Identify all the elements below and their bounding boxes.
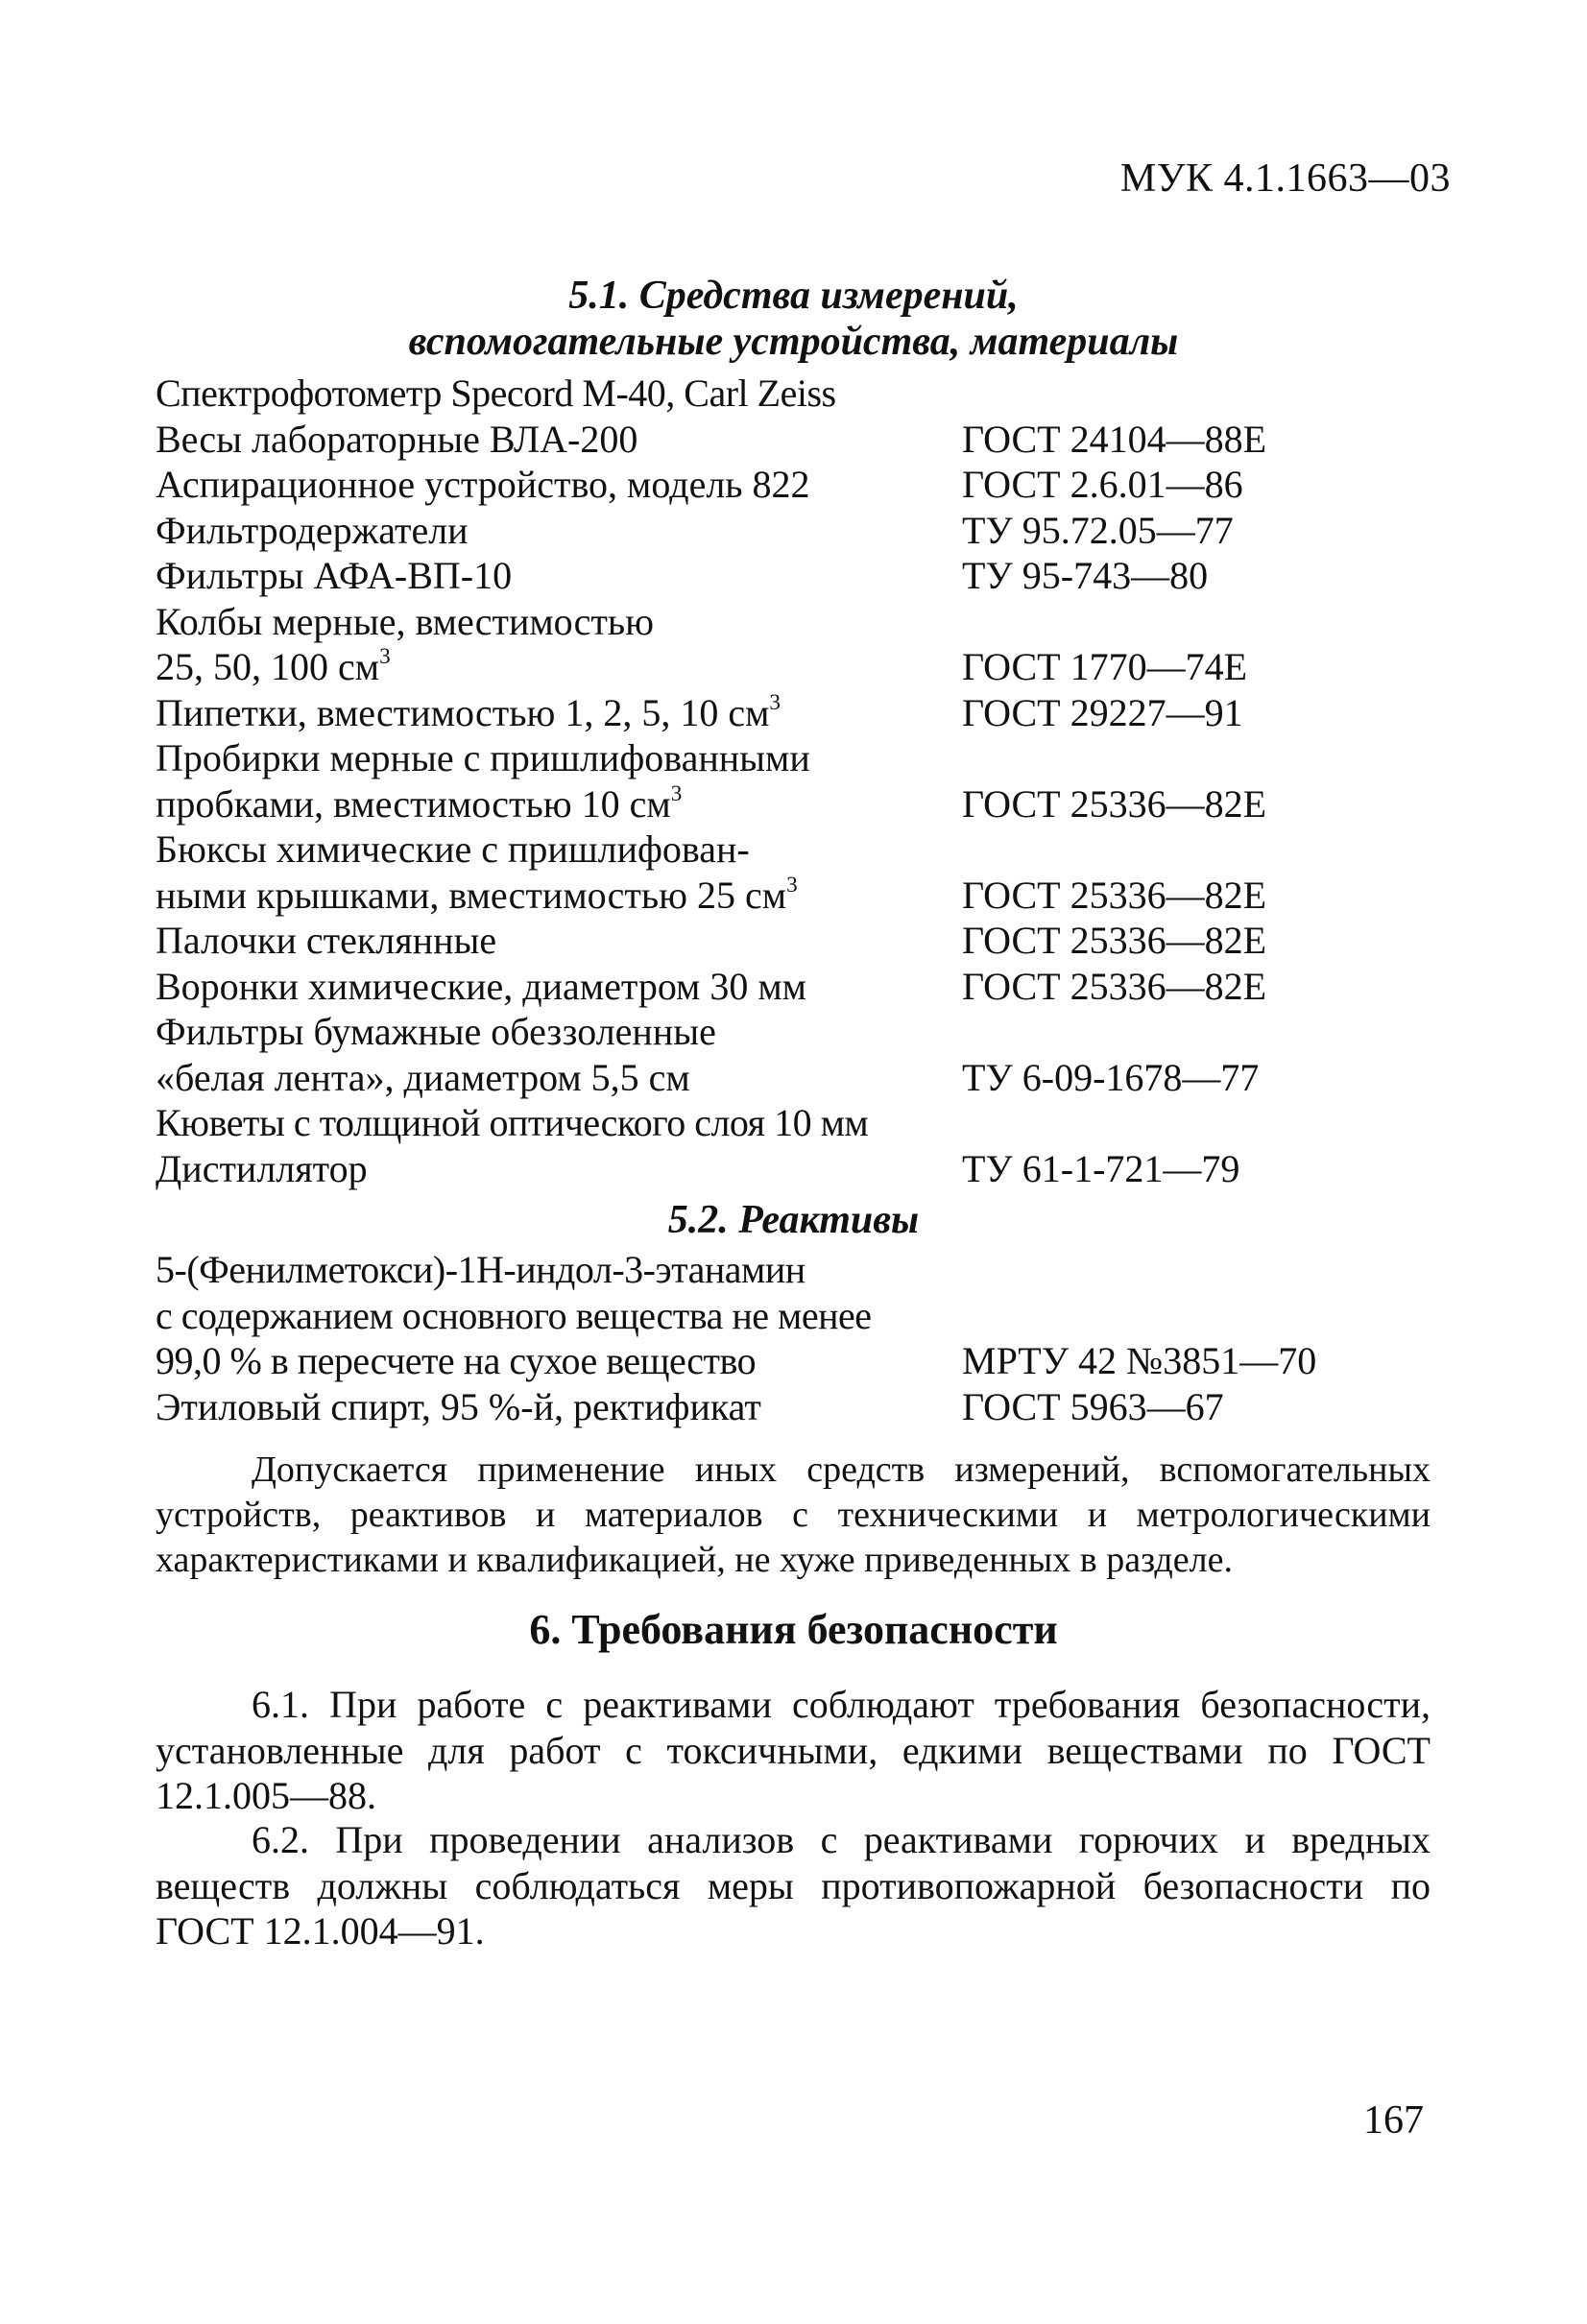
item-standard: ГОСТ 25336—82Е (962, 873, 1267, 917)
section-5-2-title: 5.2. Реактивы (667, 1198, 920, 1242)
item-name-text: ными крышками, вместимостью 25 см (156, 873, 787, 917)
list-item (156, 371, 1442, 417)
item-standard (962, 1100, 1442, 1146)
list-item (156, 918, 1442, 964)
item-name: 99,0 % в пересчете на сухое вещество (156, 1339, 757, 1382)
list-item (156, 599, 1442, 645)
list-item (156, 1055, 1442, 1101)
list-item (156, 964, 1442, 1010)
list-item (156, 735, 1442, 781)
list-item (156, 1247, 1442, 1293)
item-standard: ТУ 95.72.05—77 (962, 508, 1234, 552)
superscript: 3 (379, 644, 391, 670)
item-standard: ГОСТ 29227—91 (962, 690, 1243, 734)
list-item (156, 1293, 1442, 1339)
list-item (156, 690, 1442, 736)
item-standard: ТУ 95-743—80 (962, 554, 1209, 597)
document-code: МУК 4.1.1663—03 (1119, 156, 1451, 201)
section-5-1-title-line2: вспомогательные устройства, материалы (408, 320, 1179, 364)
item-name-text: пробками, вместимостью 10 см (156, 781, 671, 826)
item-name: Бюксы химические с пришлифован- (156, 827, 750, 871)
list-item (156, 1009, 1442, 1055)
list-item (156, 1100, 1442, 1146)
item-standard: ТУ 61-1-721—79 (962, 1146, 1240, 1190)
item-name: с содержанием основного вещества не менее (156, 1293, 872, 1337)
section-6-title: 6. Требования безопасности (529, 1606, 1058, 1653)
item-name: Весы лабораторные ВЛА-200 (156, 417, 638, 461)
paragraph-6-1 (156, 1682, 1431, 1819)
item-standard: ГОСТ 24104—88Е (962, 417, 1267, 461)
list-item (156, 508, 1442, 554)
item-name (156, 644, 962, 690)
note-paragraph (156, 1448, 1431, 1583)
list-item (156, 1338, 1442, 1384)
list-item (156, 417, 1442, 463)
item-name-text: 25, 50, 100 см (156, 645, 380, 688)
list-item (156, 827, 1442, 873)
item-name: Палочки стеклянные (156, 919, 497, 962)
section-5-1-title-line1: 5.1. Средства измерений, (568, 274, 1019, 318)
item-standard: ГОСТ 1770—74Е (962, 645, 1248, 688)
item-name: Дистиллятор (156, 1146, 368, 1190)
paragraph-6-2 (156, 1817, 1431, 1954)
item-standard (962, 1247, 1442, 1293)
paragraph-6-1-text: 6.1. При работе с реактивами соблюдают требования безопасности, установленные для работ с токсичными, едкими веществами по ГОСТ 12.1.005—88. (156, 1683, 1431, 1817)
item-name (156, 873, 962, 919)
item-standard (962, 599, 1442, 645)
item-name: Воронки химические, диаметром 30 мм (156, 964, 806, 1008)
item-name: Аспирационное устройство, модель 822 (156, 463, 810, 506)
equipment-list (156, 371, 1442, 1429)
item-standard (962, 827, 1442, 873)
item-name: Пробирки мерные с пришлифованными (156, 736, 810, 779)
item-name: Фильтродержатели (156, 508, 469, 552)
list-item (156, 873, 1442, 919)
item-standard (962, 735, 1442, 781)
superscript: 3 (786, 872, 798, 898)
item-name (156, 690, 962, 736)
item-name: Кюветы с толщиной оптического слоя 10 мм (156, 1101, 869, 1144)
item-standard: ГОСТ 5963—67 (962, 1384, 1224, 1428)
item-name: Спектрофотометр Specord M-40, Carl Zeiss (156, 371, 836, 415)
list-item (156, 1384, 1442, 1430)
item-standard: ТУ 6-09-1678—77 (962, 1055, 1260, 1099)
list-item (156, 1146, 1442, 1192)
item-standard (962, 1009, 1442, 1055)
item-standard: МРТУ 42 №3851—70 (962, 1339, 1317, 1382)
list-item (156, 462, 1442, 508)
item-name: 5-(Фенилметокси)-1Н-индол-3-этанамин (156, 1248, 806, 1291)
item-standard: ГОСТ 25336—82Е (962, 919, 1267, 962)
superscript: 3 (670, 780, 683, 806)
list-item (156, 644, 1442, 690)
item-name: «белая лента», диаметром 5,5 см (156, 1055, 690, 1099)
paragraph-6-2-text: 6.2. При проведении анализов с реактивами горючих и вредных веществ должны соблюдаться меры противопожарной безопасности по ГОСТ 12.1.004—91. (156, 1818, 1431, 1953)
list-item (156, 553, 1442, 599)
item-name: Фильтры АФА-ВП-10 (156, 554, 513, 597)
page-number: 167 (1363, 2098, 1424, 2143)
item-name: Колбы мерные, вместимостью (156, 599, 655, 643)
item-name-text: Пипетки, вместимостью 1, 2, 5, 10 см (156, 690, 770, 734)
item-name (156, 781, 962, 827)
note-text: Допускается применение иных средств измерений, вспомогательных устройств, реактивов и материалов с техническими и метрологическими характеристиками и квалификацией, не хуже приведенных в разделе. (156, 1450, 1431, 1580)
superscript: 3 (769, 689, 781, 715)
item-name: Фильтры бумажные обеззоленные (156, 1010, 716, 1053)
item-name: Этиловый спирт, 95 %-й, ректификат (156, 1384, 761, 1428)
item-standard: ГОСТ 25336—82Е (962, 964, 1267, 1008)
list-item (156, 781, 1442, 827)
item-standard: ГОСТ 2.6.01—86 (962, 463, 1243, 506)
item-standard (962, 1293, 1442, 1339)
item-standard (962, 371, 1442, 417)
item-standard: ГОСТ 25336—82Е (962, 781, 1267, 826)
